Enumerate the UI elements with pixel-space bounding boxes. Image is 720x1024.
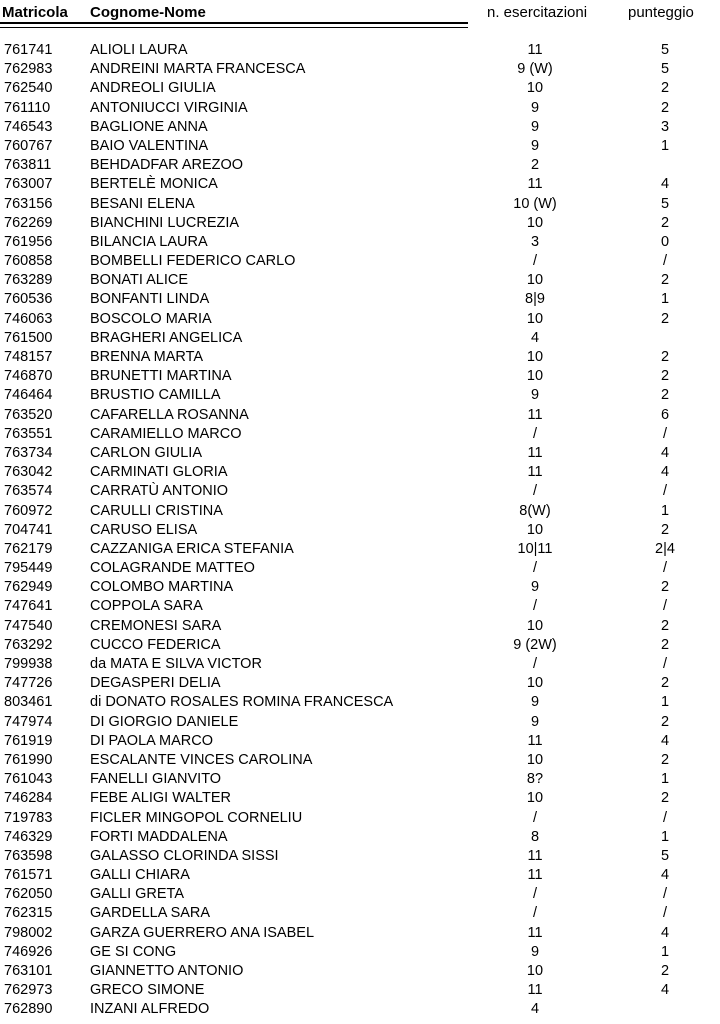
esercitazioni-cell: / xyxy=(532,483,538,500)
name-cell: FORTI MADDALENA xyxy=(90,828,228,845)
table-row xyxy=(0,885,720,904)
punteggio-cell: 2 xyxy=(660,713,670,730)
matricola-cell: 760767 xyxy=(4,137,53,154)
table-row xyxy=(0,99,720,118)
esercitazioni-cell: 11 xyxy=(527,732,543,749)
name-cell: BRAGHERI ANGELICA xyxy=(90,329,243,346)
name-cell: CARMINATI GLORIA xyxy=(90,464,228,481)
name-cell: CARAMIELLO MARCO xyxy=(90,425,242,442)
table-row xyxy=(0,732,720,751)
punteggio-cell: 4 xyxy=(660,924,670,941)
table-row xyxy=(0,425,720,444)
punteggio-cell: 4 xyxy=(660,867,670,884)
punteggio-cell: / xyxy=(662,483,668,500)
esercitazioni-cell: 9 xyxy=(530,713,540,730)
name-cell: FICLER MINGOPOL CORNELIU xyxy=(90,809,303,826)
header-punteggio: punteggio xyxy=(628,4,694,21)
esercitazioni-cell: 11 xyxy=(527,982,543,999)
name-cell: FEBE ALIGI WALTER xyxy=(90,790,232,807)
esercitazioni-cell: 8(W) xyxy=(519,502,551,519)
name-cell: ANDREOLI GIULIA xyxy=(90,80,216,97)
name-cell: DEGASPERI DELIA xyxy=(90,675,221,692)
punteggio-cell: 2 xyxy=(660,349,670,365)
matricola-cell: 763292 xyxy=(4,636,53,653)
matricola-cell: 799938 xyxy=(4,656,53,672)
header-rule-thin xyxy=(0,27,468,28)
table-row xyxy=(0,310,720,329)
table-row xyxy=(0,482,720,501)
punteggio-cell: / xyxy=(662,809,668,826)
esercitazioni-cell: 11 xyxy=(527,924,543,941)
esercitazioni-cell: 11 xyxy=(527,464,543,481)
esercitazioni-cell: 10 xyxy=(526,963,544,979)
esercitazioni-cell: 9 xyxy=(530,579,540,596)
punteggio-cell: 1 xyxy=(660,502,670,519)
table-row xyxy=(0,789,720,808)
punteggio-cell: 2 xyxy=(660,675,670,692)
matricola-cell: 762315 xyxy=(4,905,53,922)
matricola-cell: 747726 xyxy=(4,675,53,692)
matricola-cell: 763598 xyxy=(4,847,53,864)
matricola-cell: 763042 xyxy=(4,464,53,481)
table-row xyxy=(0,348,720,367)
punteggio-cell: 0 xyxy=(660,233,670,250)
name-cell: da MATA E SILVA VICTOR xyxy=(90,656,262,672)
esercitazioni-cell: 10 xyxy=(526,272,544,289)
table-row xyxy=(0,290,720,309)
punteggio-cell: 1 xyxy=(660,291,670,308)
name-cell: CARULLI CRISTINA xyxy=(90,502,223,519)
table-row xyxy=(0,540,720,559)
table-row xyxy=(0,924,720,943)
punteggio-cell: 4 xyxy=(660,444,670,461)
table-row xyxy=(0,137,720,156)
table-row xyxy=(0,502,720,521)
matricola-cell: 762973 xyxy=(4,982,53,999)
name-cell: BOSCOLO MARIA xyxy=(90,310,212,327)
table-row xyxy=(0,329,720,348)
punteggio-cell: 2 xyxy=(660,636,670,653)
table-row xyxy=(0,233,720,252)
table-row xyxy=(0,406,720,425)
table-row xyxy=(0,559,720,578)
punteggio-cell: 2 xyxy=(660,80,670,97)
esercitazioni-cell: 10 xyxy=(526,80,544,97)
punteggio-cell: 1 xyxy=(660,771,670,788)
esercitazioni-cell: 11 xyxy=(527,42,543,58)
punteggio-cell: 2 xyxy=(660,310,670,327)
name-cell: ESCALANTE VINCES CAROLINA xyxy=(90,751,313,768)
esercitazioni-cell: 10 xyxy=(526,368,544,385)
table-row xyxy=(0,809,720,828)
matricola-cell: 763734 xyxy=(4,444,53,461)
student-list xyxy=(0,41,720,1020)
esercitazioni-cell: 4 xyxy=(530,329,540,346)
matricola-cell: 763289 xyxy=(4,272,53,289)
punteggio-cell: 4 xyxy=(660,176,670,193)
punteggio-cell: 2 xyxy=(660,751,670,768)
matricola-cell: 798002 xyxy=(4,924,53,941)
esercitazioni-cell: 10 xyxy=(526,617,544,634)
name-cell: BOMBELLI FEDERICO CARLO xyxy=(90,253,296,270)
name-cell: BERTELÈ MONICA xyxy=(90,176,218,193)
esercitazioni-cell: / xyxy=(532,886,538,903)
matricola-cell: 761110 xyxy=(4,99,51,116)
esercitazioni-cell: / xyxy=(532,905,538,922)
esercitazioni-cell: / xyxy=(532,656,538,672)
table-row xyxy=(0,60,720,79)
matricola-cell: 763007 xyxy=(4,176,53,193)
name-cell: GRECO SIMONE xyxy=(90,982,205,999)
matricola-cell: 760536 xyxy=(4,291,53,308)
name-cell: ANTONIUCCI VIRGINIA xyxy=(90,99,248,116)
table-row xyxy=(0,770,720,789)
name-cell: BILANCIA LAURA xyxy=(90,233,208,250)
matricola-cell: 795449 xyxy=(4,560,53,577)
esercitazioni-cell: 8? xyxy=(526,771,544,788)
punteggio-cell: 2 xyxy=(660,387,670,404)
esercitazioni-cell: 9 (2W) xyxy=(513,636,557,653)
table-row xyxy=(0,463,720,482)
matricola-cell: 761043 xyxy=(4,771,53,788)
name-cell: GALLI GRETA xyxy=(90,886,185,903)
name-cell: BRUNETTI MARTINA xyxy=(90,368,232,385)
table-row xyxy=(0,118,720,137)
name-cell: CARRATÙ ANTONIO xyxy=(90,483,229,500)
esercitazioni-cell: 10|11 xyxy=(517,540,553,557)
matricola-cell: 763574 xyxy=(4,483,53,500)
esercitazioni-cell: 9 xyxy=(530,943,540,960)
table-row xyxy=(0,847,720,866)
matricola-cell: 747540 xyxy=(4,617,53,634)
esercitazioni-cell: 10 xyxy=(526,349,544,365)
matricola-cell: 761571 xyxy=(4,867,53,884)
esercitazioni-cell: 11 xyxy=(527,867,543,884)
esercitazioni-cell: 9 xyxy=(530,137,540,154)
table-row xyxy=(0,636,720,655)
punteggio-cell: 4 xyxy=(660,464,670,481)
punteggio-cell: / xyxy=(662,253,668,270)
punteggio-cell: 2 xyxy=(660,99,670,116)
punteggio-cell: 6 xyxy=(660,406,670,423)
table-row xyxy=(0,962,720,981)
esercitazioni-cell: 10 xyxy=(526,310,544,327)
name-cell: BRENNA MARTA xyxy=(90,349,204,365)
esercitazioni-cell: 10 xyxy=(526,675,544,692)
punteggio-cell: 2 xyxy=(660,617,670,634)
table-row xyxy=(0,693,720,712)
punteggio-cell: 3 xyxy=(660,118,670,135)
esercitazioni-cell: 8 xyxy=(530,828,540,845)
punteggio-cell: 1 xyxy=(660,694,670,711)
name-cell: BAGLIONE ANNA xyxy=(90,118,208,135)
matricola-cell: 746284 xyxy=(4,790,53,807)
table-row xyxy=(0,195,720,214)
name-cell: GARDELLA SARA xyxy=(90,905,211,922)
matricola-cell: 746926 xyxy=(4,943,53,960)
table-row xyxy=(0,828,720,847)
punteggio-cell: / xyxy=(662,425,668,442)
table-row xyxy=(0,943,720,962)
esercitazioni-cell: 11 xyxy=(527,847,543,864)
matricola-cell: 762949 xyxy=(4,579,53,596)
table-row xyxy=(0,367,720,386)
esercitazioni-cell: / xyxy=(532,809,538,826)
name-cell: BONATI ALICE xyxy=(90,272,189,289)
punteggio-cell: 2 xyxy=(660,214,670,231)
esercitazioni-cell: 11 xyxy=(527,444,543,461)
matricola-cell: 763811 xyxy=(4,157,52,174)
punteggio-cell: / xyxy=(662,656,668,672)
header-rule xyxy=(0,22,468,24)
name-cell: BEHDADFAR AREZOO xyxy=(90,157,244,174)
table-row xyxy=(0,41,720,60)
esercitazioni-cell: 11 xyxy=(527,176,543,193)
matricola-cell: 762179 xyxy=(4,540,53,557)
name-cell: BONFANTI LINDA xyxy=(90,291,210,308)
esercitazioni-cell: 10 xyxy=(526,751,544,768)
table-row xyxy=(0,866,720,885)
matricola-cell: 760972 xyxy=(4,502,53,519)
name-cell: ALIOLI LAURA xyxy=(90,42,188,58)
name-cell: di DONATO ROSALES ROMINA FRANCESCA xyxy=(90,694,394,711)
punteggio-cell: 2 xyxy=(660,521,670,538)
table-row xyxy=(0,444,720,463)
esercitazioni-cell: 11 xyxy=(527,406,543,423)
header-n-esercitazioni: n. esercitazioni xyxy=(487,4,588,21)
table-row xyxy=(0,1000,720,1019)
matricola-cell: 747641 xyxy=(4,598,53,615)
table-row xyxy=(0,252,720,271)
punteggio-cell: / xyxy=(662,905,668,922)
esercitazioni-cell: / xyxy=(532,253,538,270)
name-cell: CREMONESI SARA xyxy=(90,617,222,634)
name-cell: FANELLI GIANVITO xyxy=(90,771,222,788)
punteggio-cell: 2 xyxy=(660,579,670,596)
punteggio-cell: 5 xyxy=(660,847,670,864)
punteggio-cell: 2|4 xyxy=(655,540,675,557)
esercitazioni-cell: 2 xyxy=(530,157,540,174)
punteggio-cell: 5 xyxy=(660,61,670,78)
matricola-cell: 746464 xyxy=(4,387,53,404)
matricola-cell: 763101 xyxy=(4,963,53,979)
table-row xyxy=(0,713,720,732)
matricola-cell: 746063 xyxy=(4,310,53,327)
punteggio-cell: / xyxy=(662,598,668,615)
punteggio-cell: 5 xyxy=(660,195,670,212)
table-row xyxy=(0,521,720,540)
matricola-cell: 763156 xyxy=(4,195,53,212)
matricola-cell: 762540 xyxy=(4,80,53,97)
header-matricola: Matricola xyxy=(2,4,68,21)
name-cell: COLAGRANDE MATTEO xyxy=(90,560,255,577)
name-cell: GARZA GUERRERO ANA ISABEL xyxy=(90,924,315,941)
table-row xyxy=(0,981,720,1000)
punteggio-cell: 2 xyxy=(660,790,670,807)
matricola-cell: 762269 xyxy=(4,214,53,231)
name-cell: DI PAOLA MARCO xyxy=(90,732,214,749)
matricola-cell: 719783 xyxy=(4,809,53,826)
table-row xyxy=(0,214,720,233)
matricola-cell: 748157 xyxy=(4,349,53,365)
esercitazioni-cell: 8|9 xyxy=(525,291,545,308)
name-cell: CARLON GIULIA xyxy=(90,444,202,461)
punteggio-cell: 1 xyxy=(660,943,670,960)
matricola-cell: 762890 xyxy=(4,1001,53,1018)
header-cognome-nome: Cognome-Nome xyxy=(90,4,206,21)
esercitazioni-cell: / xyxy=(532,598,538,615)
matricola-cell: 761741 xyxy=(4,42,53,58)
esercitazioni-cell: / xyxy=(532,560,538,577)
name-cell: GIANNETTO ANTONIO xyxy=(90,963,244,979)
esercitazioni-cell: 9 xyxy=(530,118,540,135)
punteggio-cell: 5 xyxy=(660,42,670,58)
table-row xyxy=(0,904,720,923)
name-cell: GE SI CONG xyxy=(90,943,177,960)
name-cell: CAZZANIGA ERICA STEFANIA xyxy=(90,540,294,557)
table-row xyxy=(0,617,720,636)
matricola-cell: 763520 xyxy=(4,406,53,423)
matricola-cell: 762050 xyxy=(4,886,53,903)
esercitazioni-cell: 10 (W) xyxy=(513,195,557,212)
name-cell: GALLI CHIARA xyxy=(90,867,190,884)
esercitazioni-cell: 10 xyxy=(526,214,544,231)
matricola-cell: 746543 xyxy=(4,118,53,135)
name-cell: INZANI ALFREDO xyxy=(90,1001,210,1018)
name-cell: BIANCHINI LUCREZIA xyxy=(90,214,240,231)
table-row xyxy=(0,156,720,175)
matricola-cell: 762983 xyxy=(4,61,53,78)
punteggio-cell: 2 xyxy=(660,272,670,289)
esercitazioni-cell: 10 xyxy=(526,521,544,538)
matricola-cell: 763551 xyxy=(4,425,53,442)
name-cell: COPPOLA SARA xyxy=(90,598,203,615)
punteggio-cell: 4 xyxy=(660,982,670,999)
name-cell: COLOMBO MARTINA xyxy=(90,579,234,596)
table-row xyxy=(0,386,720,405)
esercitazioni-cell: 3 xyxy=(530,233,540,250)
punteggio-cell: 4 xyxy=(660,732,670,749)
table-row xyxy=(0,79,720,98)
punteggio-cell: / xyxy=(662,886,668,903)
matricola-cell: 746870 xyxy=(4,368,53,385)
name-cell: DI GIORGIO DANIELE xyxy=(90,713,239,730)
name-cell: GALASSO CLORINDA SISSI xyxy=(90,847,279,864)
punteggio-cell: 1 xyxy=(660,828,670,845)
punteggio-cell: 2 xyxy=(660,963,670,979)
matricola-cell: 761990 xyxy=(4,751,53,768)
name-cell: BAIO VALENTINA xyxy=(90,137,209,154)
name-cell: CUCCO FEDERICA xyxy=(90,636,221,653)
table-row xyxy=(0,578,720,597)
esercitazioni-cell: 9 xyxy=(530,694,540,711)
matricola-cell: 747974 xyxy=(4,713,53,730)
table-row xyxy=(0,674,720,693)
matricola-cell: 760858 xyxy=(4,253,53,270)
matricola-cell: 704741 xyxy=(4,521,53,538)
matricola-cell: 761919 xyxy=(4,732,53,749)
esercitazioni-cell: 9 xyxy=(530,99,540,116)
matricola-cell: 761500 xyxy=(4,329,53,346)
matricola-cell: 746329 xyxy=(4,828,53,845)
table-row xyxy=(0,655,720,674)
table-row xyxy=(0,751,720,770)
name-cell: CAFARELLA ROSANNA xyxy=(90,406,249,423)
matricola-cell: 803461 xyxy=(4,694,53,711)
punteggio-cell: 2 xyxy=(660,368,670,385)
esercitazioni-cell: 10 xyxy=(526,790,544,807)
name-cell: ANDREINI MARTA FRANCESCA xyxy=(90,61,306,78)
name-cell: BESANI ELENA xyxy=(90,195,195,212)
esercitazioni-cell: 4 xyxy=(530,1001,540,1018)
punteggio-cell: 1 xyxy=(660,137,670,154)
esercitazioni-cell: 9 (W) xyxy=(517,61,553,78)
name-cell: CARUSO ELISA xyxy=(90,521,198,538)
esercitazioni-cell: 9 xyxy=(530,387,540,404)
punteggio-cell: / xyxy=(662,560,668,577)
name-cell: BRUSTIO CAMILLA xyxy=(90,387,221,404)
matricola-cell: 761956 xyxy=(4,233,53,250)
table-row xyxy=(0,175,720,194)
table-row xyxy=(0,597,720,616)
table-row xyxy=(0,271,720,290)
esercitazioni-cell: / xyxy=(532,425,538,442)
